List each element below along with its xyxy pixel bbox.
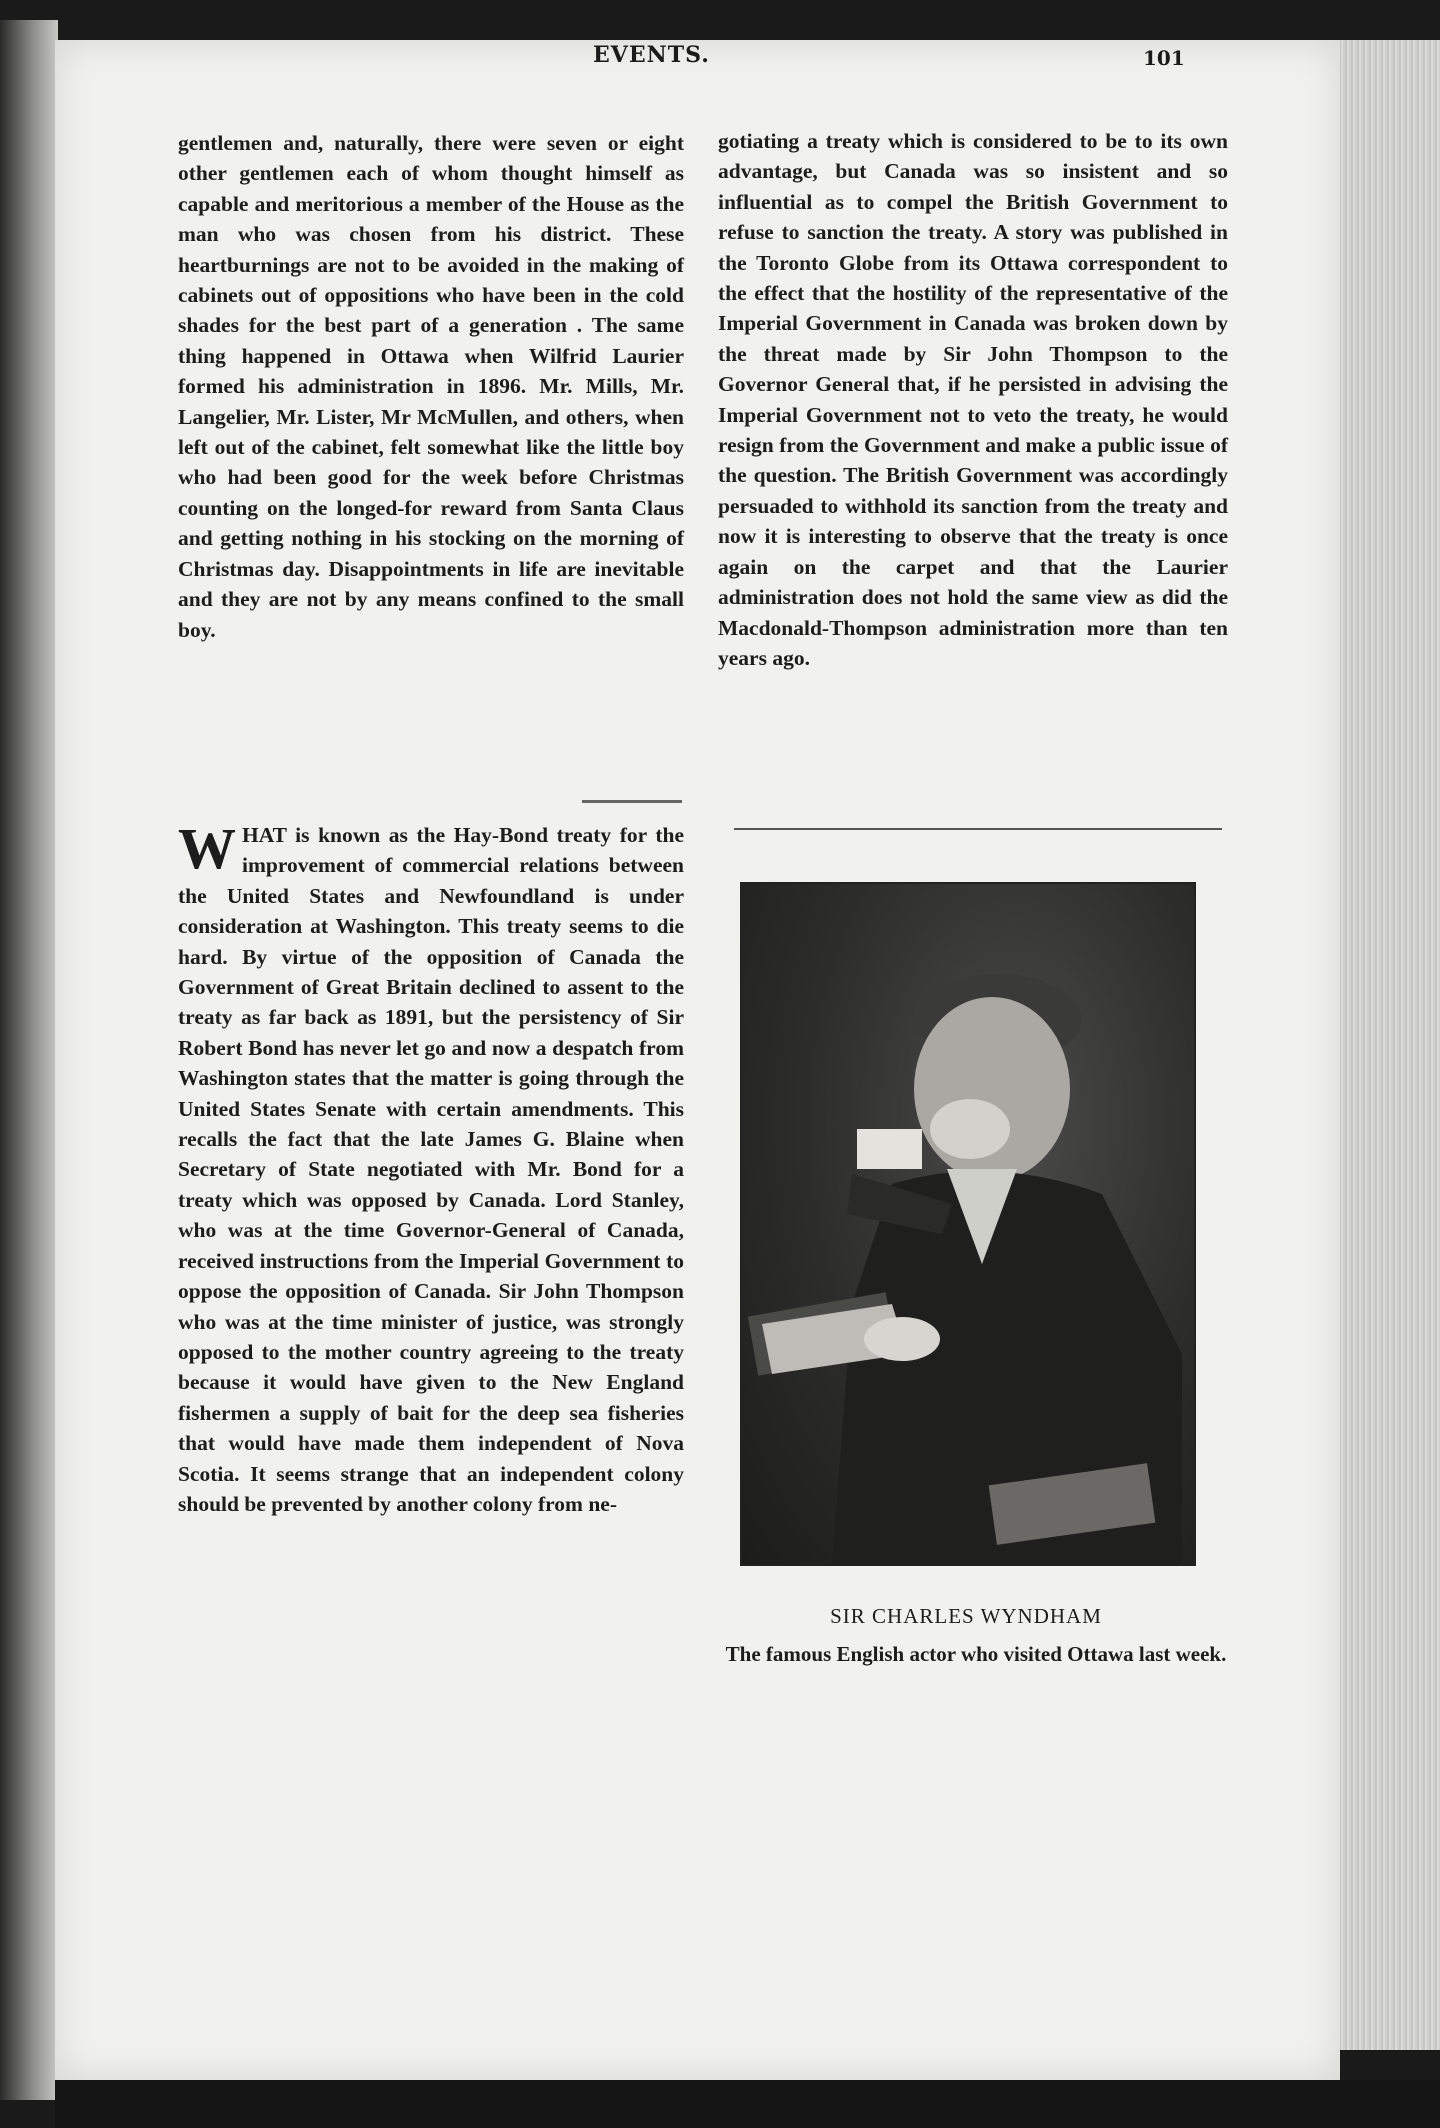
- caption-title: SIR CHARLES WYNDHAM: [830, 1604, 1102, 1628]
- portrait-illustration: [742, 884, 1194, 1564]
- paragraph-text: gentlemen and, naturally, there were seven or eight other gentlemen each of whom thought himself as capable and meritorious a member of the House as the man who was chosen from his district. These heartburnings are not to be avoided in the making of cabinets out of oppositions who have been in the cold shades for the best part of a generation . The same thing happened in Ottawa when Wilfrid Laurier formed his administration in 1896. Mr. Mills, Mr. Langelier, Mr. Lister, Mr McMullen, and others, when left out of the cabinet, felt somewhat like the little boy who had been good for the week before Christmas counting on the longed-for reward from Santa Claus and getting nothing in his stocking on the morning of Christmas day. Disappointments in life are inevitable and they are not by any means confined to the small boy.: [178, 131, 684, 642]
- section-divider-short: [582, 800, 682, 803]
- paragraph-text: gotiating a treaty which is considered to be to its own advantage, but Canada was so insistent and so influential as to compel the British Government to refuse to sanction the treaty. A story was published in the Toronto Globe from its Ottawa correspondent to the effect that the hostility of the representative of the Imperial Government in Canada was broken down by the threat made by Sir John Thompson to the Governor General that, if he persisted in advising the Imperial Government not to veto the treaty, he would resign from the Government and make a public issue of the question. The British Government was accordingly persuaded to withhold its sanction from the treaty and now it is interesting to observe that the treaty is once again on the carpet and that the Laurier administration does not hold the same view as did the Macdonald-Thompson administration more than ten years ago.: [718, 129, 1228, 670]
- running-head: EVENTS.: [593, 42, 710, 68]
- left-column-paragraph-1: [178, 128, 684, 645]
- section-divider: [734, 828, 1222, 830]
- scan-border: [55, 2080, 1440, 2128]
- portrait-photo: [740, 882, 1196, 1566]
- right-column-paragraph: [718, 126, 1228, 673]
- page-number: 101: [1143, 46, 1185, 70]
- book-gutter: [0, 20, 58, 2100]
- drop-cap: W: [178, 816, 236, 881]
- paragraph-text: HAT is known as the Hay-Bond treaty for the improvement of commercial relations between the United States and Newfoundland is under consideration at Washington. This treaty seems to die hard. By virtue of the opposition of Canada the Government of Great Britain declined to assent to the treaty as far back as 1891, but the persistency of Sir Robert Bond has never let go and now a despatch from Washington states that the matter is going through the United States Senate with certain amendments. This recalls the fact that the late James G. Blaine when Secretary of State negotiated with Mr. Bond for a treaty which was opposed by Canada. Lord Stanley, who was at the time Governor-General of Canada, received instructions from the Imperial Government to oppose the opposition of Canada. Sir John Thompson who was at the time minister of justice, was strongly opposed to the mother country agreeing to the treaty because it would have given to the New England fishermen a supply of bait for the deep sea fisheries that would have made them independent of Nova Scotia. It seems strange that an independent colony should be prevented by another colony from ne-: [178, 823, 684, 1516]
- caption-text: The famous English actor who visited Ottawa last week.: [725, 1642, 1227, 1666]
- page-stack-edge: [1338, 40, 1440, 2050]
- left-column-paragraph-2: [178, 816, 684, 1519]
